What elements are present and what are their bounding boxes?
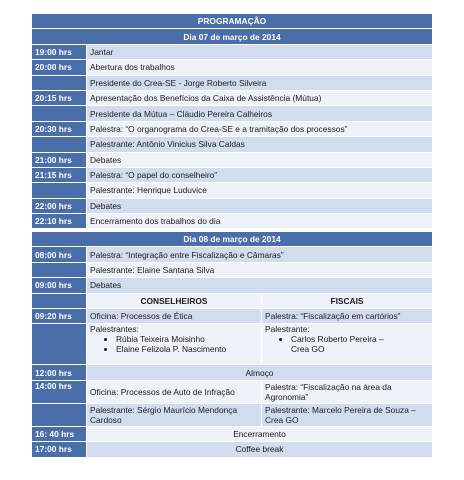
speaker-org: Crea GO <box>291 344 325 355</box>
time-cell: 21:15 hrs <box>32 167 87 182</box>
schedule-row <box>32 278 433 293</box>
schedule-row <box>32 247 433 262</box>
activity-cell: Apresentação dos Benefícios da Caixa de Assistência (Mútua) <box>87 90 433 105</box>
speaker-item: • Carlos Roberto Pereira – <box>291 334 429 344</box>
activity-cell: Jantar <box>87 44 433 59</box>
schedule-row <box>32 442 433 457</box>
track-header-row <box>32 293 433 308</box>
right-speakers-label: Palestrante: <box>265 324 310 335</box>
schedule-row <box>32 262 433 277</box>
time-cell: 14:00 hrs <box>32 380 87 403</box>
schedule-row <box>32 121 433 136</box>
schedule-row <box>32 380 433 403</box>
speakers-row <box>32 324 433 365</box>
speaker-item: • Elaine Felizola P. Nascimento <box>116 344 258 354</box>
activity-cell: Palestrante: Antônio Vinicius Silva Caldas <box>87 137 433 152</box>
right-speakers-cell <box>262 324 433 365</box>
schedule-row <box>32 90 433 105</box>
left-activity-cell: Oficina: Processos de Auto de Infração <box>87 380 262 403</box>
time-cell <box>32 106 87 121</box>
time-cell: 17:00 hrs <box>32 442 87 457</box>
left-speakers-label: Palestrantes: <box>90 324 139 335</box>
activity-cell: Presidente do Crea-SE - Jorge Roberto Silveira <box>87 75 433 90</box>
schedule-row <box>32 75 433 90</box>
schedule-row <box>32 183 433 198</box>
left-activity-cell: Oficina: Processos de Ética <box>87 308 262 323</box>
activity-cell: Debates <box>87 152 433 167</box>
speaker-item: • Rúbia Teixeira Moisinho <box>116 334 258 344</box>
time-cell: 19:00 hrs <box>32 44 87 59</box>
time-cell: 22:10 hrs <box>32 214 87 229</box>
time-cell: 20:15 hrs <box>32 90 87 105</box>
time-cell: 22:00 hrs <box>32 198 87 213</box>
schedule-row <box>32 106 433 121</box>
activity-cell: Debates <box>87 198 433 213</box>
day1-title: Dia 07 de março de 2014 <box>32 29 433 44</box>
activity-cell: Palestrante: Elaine Santana Silva <box>87 262 433 277</box>
conselheiros-header: CONSELHEIROS <box>87 293 262 308</box>
day1-schedule-table <box>31 13 433 229</box>
activity-cell: Debates <box>87 278 433 293</box>
schedule-row <box>32 137 433 152</box>
schedule-row <box>32 167 433 182</box>
schedule-row <box>32 198 433 213</box>
time-cell: 09:20 hrs <box>32 308 87 323</box>
activity-cell: Palestra: “O organograma do Crea-SE e a tramitação dos processos” <box>87 121 433 136</box>
time-cell: 12:00 hrs <box>32 365 87 380</box>
activity-cell: Palestra: “O papel do conselheiro” <box>87 167 433 182</box>
right-speaker-cell: Palestrante: Marcelo Pereira de Souza – Crea GO <box>262 403 433 426</box>
time-cell <box>32 183 87 198</box>
schedule-row <box>32 214 433 229</box>
activity-cell: Encerramento <box>87 426 433 441</box>
activity-cell: Abertura dos trabalhos <box>87 60 433 75</box>
time-cell <box>32 137 87 152</box>
time-cell: 09:00 hrs <box>32 278 87 293</box>
time-cell <box>32 262 87 277</box>
time-cell <box>32 75 87 90</box>
schedule-row <box>32 152 433 167</box>
schedule-row <box>32 60 433 75</box>
schedule-row <box>32 403 433 426</box>
time-cell: 20:00 hrs <box>32 60 87 75</box>
activity-cell: Encerramento dos trabalhos do dia <box>87 214 433 229</box>
day2-title: Dia 08 de março de 2014 <box>32 232 433 247</box>
activity-cell: Palestrante: Henrique Luduvice <box>87 183 433 198</box>
activity-cell: Coffee break <box>87 442 433 457</box>
right-activity-cell: Palestra: “Fiscalização em cartórios” <box>262 308 433 323</box>
left-speakers-cell <box>87 324 262 365</box>
right-activity-cell: Palestra: “Fiscalização na área da Agronomia” <box>262 380 433 403</box>
fiscais-header: FISCAIS <box>262 293 433 308</box>
time-cell: 08:00 hrs <box>32 247 87 262</box>
schedule-row <box>32 426 433 441</box>
time-cell: 21:00 hrs <box>32 152 87 167</box>
activity-cell: Almoço <box>87 365 433 380</box>
left-speaker-cell: Palestrante: Sérgio Maurício Mendonça Cardoso <box>87 403 262 426</box>
activity-cell: Presidente da Mútua – Cláudio Pereira Calheiros <box>87 106 433 121</box>
program-title: PROGRAMAÇÃO <box>32 14 433 29</box>
time-cell: 20:30 hrs <box>32 121 87 136</box>
schedule-row <box>32 44 433 59</box>
schedule-row <box>32 365 433 380</box>
time-cell: 16: 40 hrs <box>32 426 87 441</box>
activity-cell: Palestra: “Integração entre Fiscalização e Câmaras” <box>87 247 433 262</box>
day2-schedule-table <box>31 231 433 458</box>
schedule-row <box>32 308 433 323</box>
